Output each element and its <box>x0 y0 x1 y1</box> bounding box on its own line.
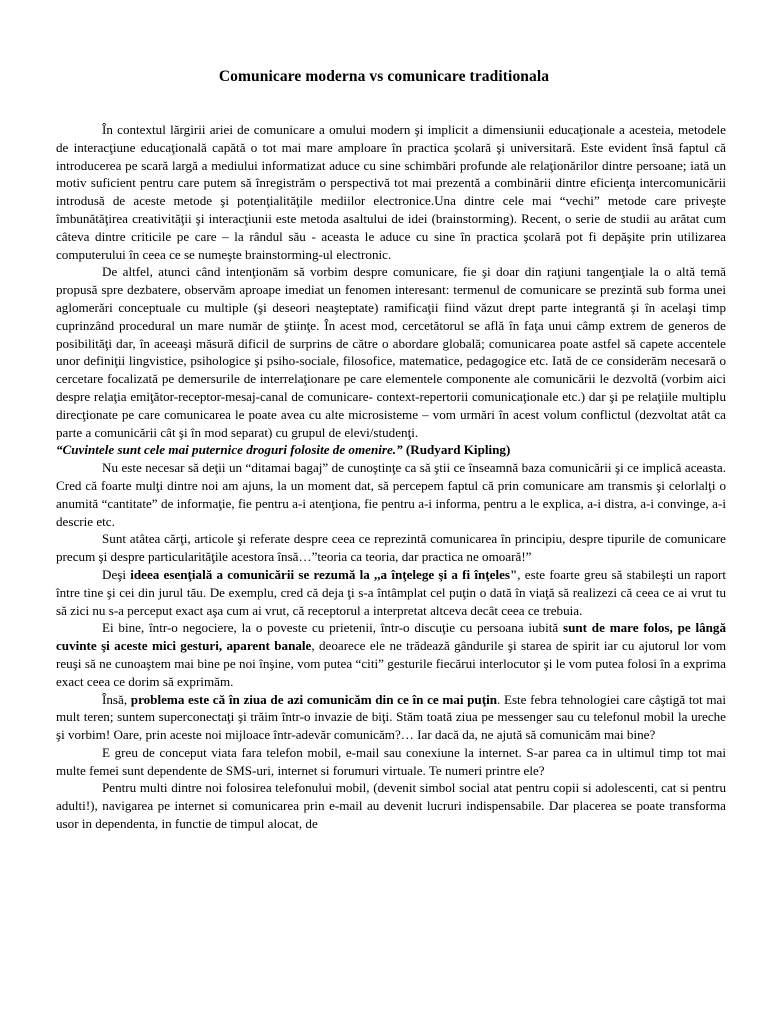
paragraph-9: Pentru multi dintre noi folosirea telefonului mobil, (devenit simbol social atat pentru copii si adolescenti, cat si pentru adulti!), navigarea pe internet si comunicarea prin e-mail au devenit lucruri indispensabile. Dar placerea se poate transforma usor in dependenta, in functie de timpul alocat, de <box>56 780 726 832</box>
paragraph-3: Nu este necesar să deţii un “ditamai bagaj” de cunoştinţe ca să ştii ce înseamnă baza comunicării şi ce implică aceasta. Cred că foarte mulţi dintre noi am ajuns, la un moment dat, să percepem faptul că prin comunicare am transmis şi celorlalţi o anumită “cantitate” de informaţie, fie pentru a-i atenţiona, fie pentru a-i informa, pentru a le explica, a-i distra, a-i convinge, a-i descrie etc. <box>56 460 726 529</box>
paragraph-8: E greu de conceput viata fara telefon mobil, e-mail sau conexiune la internet. S-ar parea ca in ultimul timp tot mai multe femei sunt dependente de SMS-uri, internet si forumuri virtuale. Te numeri printre ele? <box>56 744 726 778</box>
quote-line <box>56 441 726 459</box>
quote-author: (Rudyard Kipling) <box>405 442 511 458</box>
paragraph-5-start: Deşi <box>102 566 131 582</box>
paragraph-1: În contextul lărgirii ariei de comunicare a omului modern şi implicit a dimensiunii educaţionale a acesteia, metodele de interacţiune educaţională capătă o tot mai mare amploare în practica şcolară şi universitară. Este evident însă faptul că introducerea pe scară largă a mediului informatizat aduce cu sine schimbări profunde ale relaţionărilor dintre persoane; iată un motiv suficient pentru care putem să înregistrăm o perspectivă tot mai prezentă a combinării dintre eficienţa intercomunicării introdusă de aceste metode şi potenţialităţile mediilor electronice.Una dintre cele mai “vechi” metode care priveşte îmbunătăţirea creativităţii şi interacţiunii este metoda asaltului de idei (brainstorming). Recent, o serie de studii au arătat cum câteva dintre criticile pe care – la rândul său - aceasta le aduce cu sine în practica şcolară pot fi depăşite prin utilizarea computerului în ceea ce se numeşte brainstorming-ul electronic. <box>56 122 726 262</box>
paragraph-6-start: Ei bine, într-o negociere, la o poveste cu prietenii, într-o discuţie cu persoana iubită <box>102 620 559 636</box>
paragraph-2: De altfel, atunci când intenţionăm să vorbim despre comunicare, fie şi doar din raţiuni tangenţiale la o altă temă propusă spre dezbatere, observăm aproape imediat un fenomen interesant: termenul de comunicare se prezintă sub forma unei aglomerări conceptuale cu multiple (şi deseori neaşteptate) ramificaţii fiind văzut drept parte integrantă şi în acelaşi timp cuprinzând procedural un mare număr de ştiinţe. În acest mod, cercetătorul se află în faţa unui câmp extrem de generos de posibilităţi dar, în aceeaşi măsură dificil de surprins de către o abordare globală; comunicarea poate astfel să capete accentele unor definiţii lingvistice, psihologice şi psiho-sociale, filosofice, matematice, pedagogice etc. Iată de ce considerăm necesară o cercetare focalizată pe demersurile de interrelaţionare pe care elementele componente ale comunicării le dezvoltă (vorbim aici despre relaţia emiţător-receptor-mesaj-canal de comunicare- context-repertorii comunicaţionale etc.) dar şi pe relaţiile multiplu direcţionate pe care comunicarea le poate avea cu alte microsisteme – vom urmări în acest volum conflictul (dezvoltat atât ca parte a comunicării cât şi în mod separat) cu grupul de elevi/studenţi. <box>56 264 726 440</box>
paragraph-6-bold: sunt de mare folos, pe lângă cuvinte şi aceste mici gesturi, aparent banale <box>56 620 727 654</box>
paragraph-5 <box>56 566 726 619</box>
page-title: Comunicare moderna vs comunicare traditionala <box>218 68 550 85</box>
quote-text: “Cuvintele sunt cele mai puternice droguri folosite de omenire.” <box>56 442 403 458</box>
paragraph-5-end: , este foarte greu să stabileşti un raport între tine şi cei din jurul tău. De exemplu, cred că deja ţi s-a întâmplat cel puţin o dată în viaţă să realizezi că ceea ce ai vrut tu să zici nu s-a perceput exact aşa cum ai vrut, că receptorul a interpretat altceva decât ceea ce trebuia. <box>56 566 726 618</box>
paragraph-7-bold: problema este că în ziua de azi comunicăm din ce în ce mai puţin <box>130 691 497 707</box>
paragraph-7-end: . Este febra tehnologiei care câştigă tot mai mult teren; suntem superconectaţi şi trăim într-o invazie de biţi. Stăm toată ziua pe messenger sau cu telefonul mobil la ureche şi vorbim! Oare, prin aceste noi mijloace într-adevăr comunicăm?… Iar dacă da, ne ajută să comunicăm mai bine? <box>56 691 726 743</box>
paragraph-6-end: , deoarece ele ne trădează gândurile şi starea de spirit iar cu ajutorul lor vom reuşi să ne cunoaştem mai bine pe noi înşine, vom putea “citi” gesturile fiecărui interlocutor şi le vom putea folosi în a exprima exact ceea ce dorim să exprimăm. <box>56 638 727 689</box>
document-body <box>56 121 726 833</box>
paragraph-7 <box>56 691 726 744</box>
paragraph-5-bold: ideea esenţială a comunicării se rezumă la ,,a înţelege şi a fi înţeles" <box>130 566 518 582</box>
paragraph-4: Sunt atâtea cărţi, articole şi referate despre ceea ce reprezintă comunicarea în principiu, despre tipurile de comunicare precum şi despre particularităţile acestora însă…”teoria ca teoria, dar practica ne omoară!” <box>56 531 726 565</box>
paragraph-6 <box>56 619 726 690</box>
paragraph-7-start: Însă, <box>102 691 131 707</box>
